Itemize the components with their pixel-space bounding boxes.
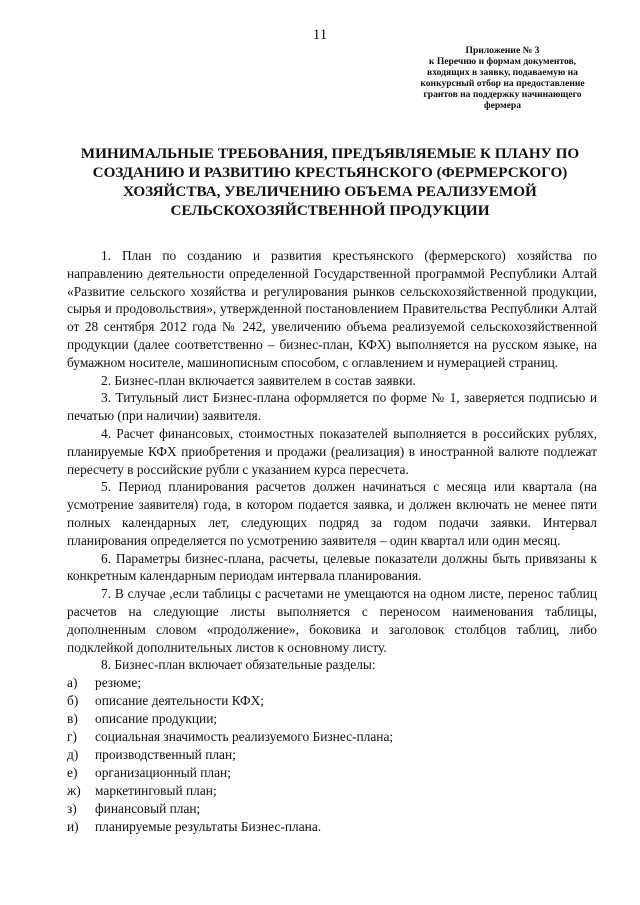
appendix-line: входящих в заявку, подаваемую на: [427, 67, 578, 78]
required-sections-list: [67, 674, 597, 836]
list-item-letter: ж): [67, 783, 81, 799]
list-item-letter: и): [67, 819, 79, 835]
paragraph-6: 6. Параметры бизнес-плана, расчеты, целевые показатели должны быть привязаны к конкретным календарным периодам интервала планирования.: [67, 550, 597, 584]
list-item-letter: д): [67, 747, 79, 763]
page-number: 11: [312, 27, 328, 43]
list-item-letter: а): [67, 675, 78, 691]
list-item-letter: з): [67, 801, 77, 817]
list-item-text: организационный план;: [95, 765, 231, 781]
list-item-letter: е): [67, 765, 78, 781]
list-item: [67, 710, 597, 728]
appendix-line: конкурсный отбор на предоставление: [420, 78, 585, 89]
list-item-text: резюме;: [95, 675, 142, 691]
list-item-letter: б): [67, 693, 79, 709]
list-item-letter: г): [67, 729, 77, 745]
list-item: [67, 782, 597, 800]
document-title: МИНИМАЛЬНЫЕ ТРЕБОВАНИЯ, ПРЕДЪЯВЛЯЕМЫЕ К ПЛАНУ ПО СОЗДАНИЮ И РАЗВИТИЮ КРЕСТЬЯНСКОГО (ФЕРМЕРСКОГО) ХОЗЯЙСТВА, УВЕЛИЧЕНИЮ ОБЪЕМА РЕАЛИЗУЕМОЙ СЕЛЬСКОХОЗЯЙСТВЕННОЙ ПРОДУКЦИИ: [80, 145, 580, 219]
list-item: [67, 818, 597, 836]
list-item-text: производственный план;: [95, 747, 236, 763]
list-item: [67, 800, 597, 818]
list-item: [67, 674, 597, 692]
list-item-text: финансовый план;: [95, 801, 201, 817]
list-item-letter: в): [67, 711, 78, 727]
appendix-line: к Перечню и формам документов,: [428, 56, 577, 67]
list-item: [67, 746, 597, 764]
appendix-note: [405, 45, 600, 111]
paragraph-5: 5. Период планирования расчетов должен начинаться с месяца или квартала (на усмотрение заявителя) года, в котором подается заявка, и должен включать не менее пяти полных календарных лет, следующих подряд за годом подачи заявки. Интервал планирования определяется по усмотрению заявителя – один квартал или один месяц.: [67, 479, 597, 548]
list-item: [67, 728, 597, 746]
list-item-text: описание деятельности КФХ;: [95, 693, 265, 709]
list-item: [67, 764, 597, 782]
appendix-line: грантов на поддержку начинающего: [423, 89, 582, 100]
appendix-line: Приложение № 3: [465, 45, 540, 56]
list-item-text: маркетинговый план;: [95, 783, 217, 799]
paragraph-3: 3. Титульный лист Бизнес-плана оформляется по форме № 1, заверяется подписью и печатью (при наличии) заявителя.: [67, 390, 597, 424]
list-item-text: социальная значимость реализуемого Бизнес-плана;: [95, 729, 394, 745]
paragraph-8: 8. Бизнес-план включает обязательные разделы:: [101, 657, 376, 673]
paragraph-1: 1. План по созданию и развития крестьянского (фермерского) хозяйства по направлению деятельности определенной Государственной программой Республики Алтай «Развитие сельского хозяйства и регулирования рынков сельскохозяйственной продукции, сырья и продовольствия», утвержденной постановлением Правительства Республики Алтай от 28 сентября 2012 года № 242, увеличению объема реализуемой сельскохозяйственной продукции (далее соответственно – бизнес-план, КФХ) выполняется на русском языке, на бумажном носителе, машинописным способом, с оглавлением и нумерацией страниц.: [67, 248, 597, 370]
paragraph-4: 4. Расчет финансовых, стоимостных показателей выполняется в российских рублях, планируемые КФХ приобретения и продажи (реализация) в иностранной валюте подлежат пересчету в российские рубли с указанием курса пересчета.: [67, 425, 597, 477]
appendix-line: фермера: [483, 100, 521, 111]
list-item-text: планируемые результаты Бизнес-плана.: [95, 819, 322, 835]
document-body: [67, 247, 597, 836]
paragraph-2: 2. Бизнес-план включается заявителем в состав заявки.: [101, 372, 416, 388]
list-item: [67, 692, 597, 710]
paragraph-7: 7. В случае ,если таблицы с расчетами не умещаются на одном листе, перенос таблиц расчетов на следующие листы выполняется с переносом наименования таблицы, дополненным словом «продолжение», боковика и заголовок столбцов таблиц, либо подклейкой дополнительных листов к основному листу.: [67, 586, 597, 655]
list-item-text: описание продукции;: [95, 711, 218, 727]
